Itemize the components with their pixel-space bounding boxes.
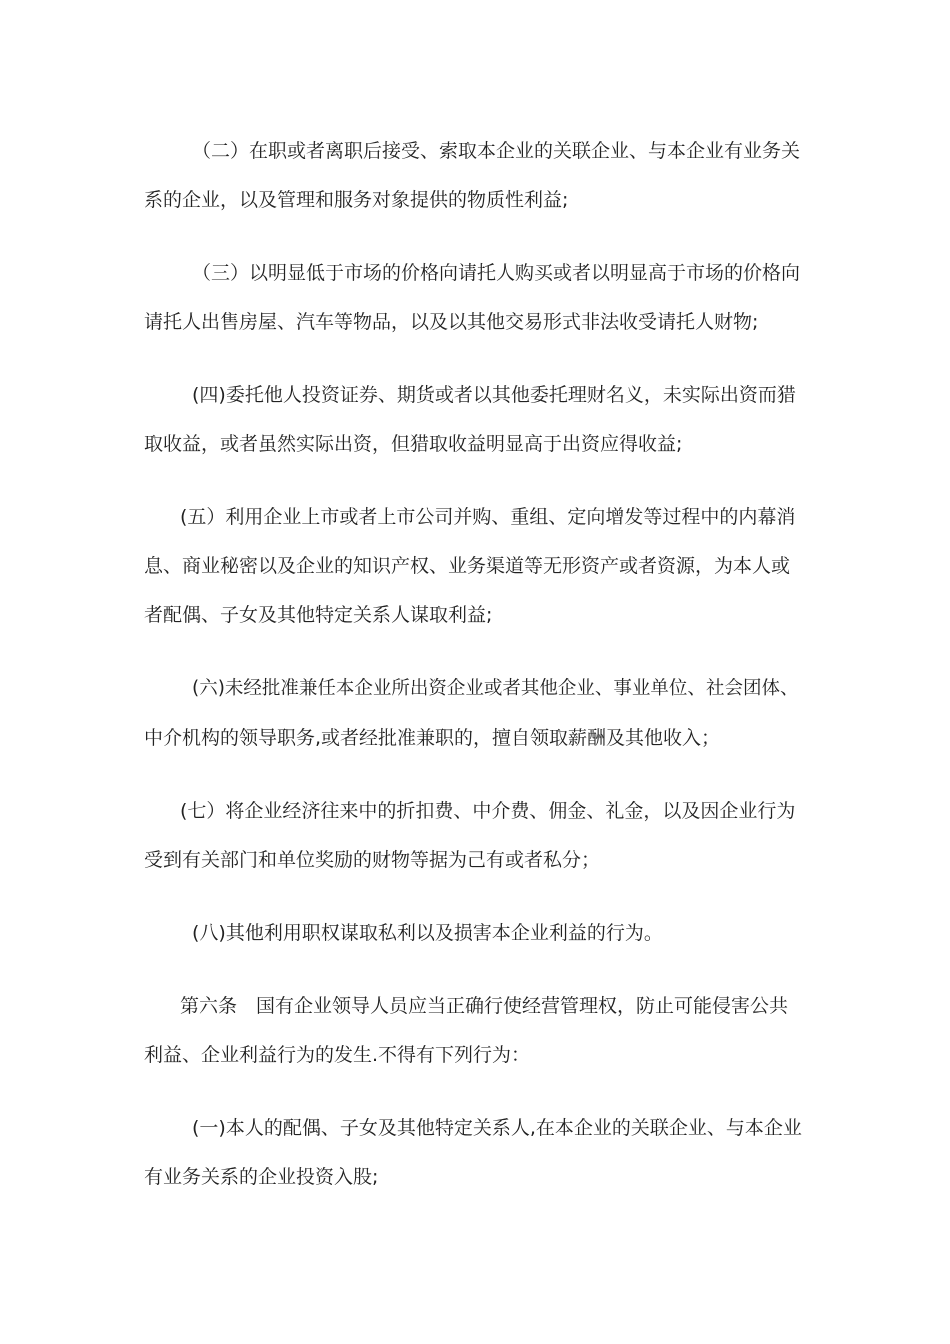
article-6-item-1-line-1: (一)本人的配偶、子女及其他特定关系人,在本企业的关联企业、与本企业 [192,1117,802,1139]
paragraph-item-3-line-2: 请托人出售房屋、汽车等物品，以及以其他交易形式非法收受请托人财物; [144,311,759,333]
paragraph-item-3-line-1: （三）以明显低于市场的价格向请托人购买或者以明显高于市场的价格向 [192,262,801,284]
paragraph-item-4-line-2: 取收益，或者虽然实际出资，但猎取收益明显高于出资应得收益; [144,433,683,455]
paragraph-item-5-line-3: 者配偶、子女及其他特定关系人谋取利益; [144,604,493,626]
paragraph-item-2-line-2: 系的企业，以及管理和服务对象提供的物质性利益; [144,189,569,211]
paragraph-item-4-line-1: (四)委托他人投资证券、期货或者以其他委托理财名义，未实际出资而猎 [192,384,796,406]
article-6-item-1-line-2: 有业务关系的企业投资入股; [144,1166,379,1188]
paragraph-item-7-line-1: (七）将企业经济往来中的折扣费、中介费、佣金、礼金，以及因企业行为 [180,800,796,822]
paragraph-item-5-line-2: 息、商业秘密以及企业的知识产权、业务渠道等无形资产或者资源，为本人或 [144,555,791,577]
paragraph-item-6-line-1: (六)未经批准兼任本企业所出资企业或者其他企业、事业单位、社会团体、 [192,678,799,699]
paragraph-item-2-line-1: （二）在职或者离职后接受、索取本企业的关联企业、与本企业有业务关 [192,140,801,162]
paragraph-item-7-line-2: 受到有关部门和单位奖励的财物等据为己有或者私分； [144,849,601,871]
article-6-heading-line-1: 第六条 国有企业领导人员应当正确行使经营管理权，防止可能侵害公共 [180,995,789,1017]
paragraph-item-8-line-1: (八)其他利用职权谋取私利以及损害本企业利益的行为。 [192,922,663,944]
paragraph-item-6-line-2: 中介机构的领导职务,或者经批准兼职的，擅自领取薪酬及其他收入； [144,727,721,749]
paragraph-item-5-line-1: (五）利用企业上市或者上市公司并购、重组、定向增发等过程中的内幕消 [180,506,796,528]
article-6-heading-line-2: 利益、企业利益行为的发生.不得有下列行为： [144,1044,531,1066]
